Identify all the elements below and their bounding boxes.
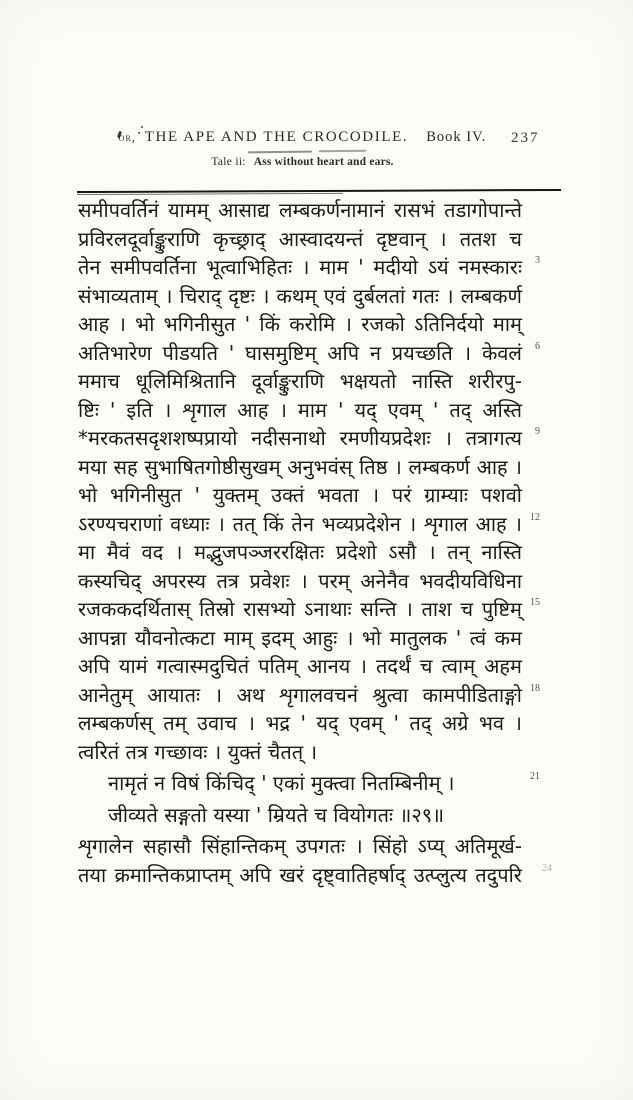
body-line-text: मया सह सुभाषितगोष्ठीसुखम् अनुभवंस् तिष्ठ । लम्बकर्ण आह । bbox=[78, 454, 522, 479]
body-line-text: तया क्रमान्तिकप्राप्तम् अपि खरं दृष्ट्वातिहर्षाद् उत्प्लुत्य तदुपरि bbox=[78, 862, 522, 887]
body-line bbox=[78, 861, 552, 890]
running-header bbox=[75, 128, 530, 146]
header-rule bbox=[77, 189, 561, 195]
line-number: 24 bbox=[542, 862, 552, 874]
body-line bbox=[78, 738, 522, 767]
scan-dash-artifact bbox=[248, 151, 312, 154]
body-line-text: आनेतुम् आयातः । अथ शृगालवचनं श्रुत्वा कामपीडिताङ्गो bbox=[78, 682, 522, 707]
body-line-text: भो भगिनीसुत ' युक्तम् उक्तं भवता । परं ग्राम्याः पशवो bbox=[78, 483, 522, 507]
body-line bbox=[78, 652, 522, 681]
line-number: 3 bbox=[535, 255, 540, 266]
body-line bbox=[78, 453, 522, 482]
body-line bbox=[78, 624, 522, 653]
line-number: 9 bbox=[535, 426, 540, 437]
body-line-text: ष्टिः ' इति । शृगाल आह । माम ' यद् एवम् ' तद् अस्ति bbox=[78, 397, 522, 422]
body-line bbox=[78, 367, 522, 396]
body-line bbox=[78, 253, 540, 282]
line-number: 21 bbox=[530, 771, 540, 782]
body-line-text: तेन समीपवर्तिना भूत्वाभिहितः । माम ' मदीयो ऽयं नमस्कारः bbox=[78, 255, 522, 279]
body-line bbox=[78, 510, 540, 539]
body-line-text: प्रविरलदूर्वाङ्कुराणि कृच्छ्राद् आस्वादयन्तं दृष्टवान् । ततश च bbox=[78, 226, 522, 251]
body-line-text: संभाव्यताम् । चिराद् दृष्टः । कथम् एवं दुर्बलतां गतः । लम्बकर्ण bbox=[78, 283, 522, 308]
body-line bbox=[78, 481, 522, 510]
page-number: 237 bbox=[511, 130, 540, 146]
body-line bbox=[78, 832, 522, 861]
body-line bbox=[78, 769, 540, 798]
body-line-text: आह । भो भगिनीसुत ' किं करोमि । रजको ऽतिनिर्दयो माम् bbox=[78, 312, 522, 336]
body-line-text: रजककदर्थितास् तिस्रो रासभ्यो ऽनाथाः सन्ति । ताश च पुष्टिम् bbox=[78, 597, 522, 621]
body-line bbox=[78, 396, 522, 425]
body-line bbox=[78, 595, 540, 624]
body-line-text: मा मैवं वद । मद्भुजपञ्जररक्षितः प्रदेशो ऽसौ । तन् नास्ति bbox=[78, 540, 522, 564]
body-line bbox=[78, 681, 540, 710]
line-number: 18 bbox=[530, 682, 540, 694]
scan-dash-artifact bbox=[319, 150, 366, 152]
body-line bbox=[78, 567, 522, 596]
body-line bbox=[78, 424, 540, 453]
body-line-text: त्वरितं तत्र गच्छावः । युक्तं चैतत् । bbox=[78, 739, 318, 764]
body-line bbox=[78, 310, 522, 339]
body-text bbox=[78, 196, 552, 889]
body-line bbox=[78, 282, 522, 311]
body-line-text: कस्यचिद् अपरस्य तत्र प्रवेशः । परम् अनेनैव भवदीयविधिना bbox=[78, 568, 522, 593]
body-line-text: नामृतं न विषं किंचिद् ' एकां मुक्त्वा नितम्बिनीम् । bbox=[108, 771, 455, 795]
body-line bbox=[78, 801, 522, 830]
header-book-label: Book IV. bbox=[426, 129, 487, 145]
body-line bbox=[78, 709, 522, 738]
header-rule-thin bbox=[77, 193, 343, 195]
tale-subtitle bbox=[75, 156, 530, 168]
line-number: 6 bbox=[535, 340, 540, 352]
body-line bbox=[78, 196, 522, 225]
body-line-text: ऽरण्यचराणां वध्याः । तत् किं तेन भव्यप्रदेशेन । शृगाल आह । bbox=[78, 511, 522, 536]
body-line-text: अतिभारेण पीडयति ' घासमुष्टिम् अपि न प्रयच्छति । केवलं bbox=[78, 340, 522, 365]
line-number: 12 bbox=[530, 511, 540, 523]
body-line-text: अपि यामं गत्वास्मदुचितं पतिम् आनय । तदर्थं च त्वाम् अहम bbox=[78, 654, 522, 678]
body-line-text: जीव्यते सङ्गतो यस्या ' म्रियते च वियोगतः ॥२९॥ bbox=[108, 802, 445, 827]
body-line-text: शृगालेन सहासौ सिंहान्तिकम् उपगतः । सिंहो ऽप्य् अतिमूर्ख- bbox=[78, 834, 522, 858]
body-line-text: आपन्ना यौवनोत्कटा माम् इदम् आहुः । भो मातुलक ' त्वं कम bbox=[78, 625, 522, 650]
tale-label: Tale ii: bbox=[211, 156, 246, 168]
body-line-text: लम्बकर्णस् तम् उवाच । भद्र ' यद् एवम् ' तद् अग्रे भव । bbox=[78, 711, 522, 735]
header-prefix: or, bbox=[118, 130, 136, 144]
body-line bbox=[78, 339, 540, 368]
line-number: 15 bbox=[530, 597, 540, 608]
body-line-text: समीपवर्तिनं यामम् आसाद्य लम्बकर्णनामानं रासभं तडागोपान्ते bbox=[78, 198, 522, 222]
body-line-text: ममाच धूलिमिश्रितानि दूर्वाङ्कुराणि भक्षयतो नास्ति शरीरपु- bbox=[78, 369, 522, 393]
body-line bbox=[78, 225, 522, 254]
body-line-text: *मरकतसदृशशष्पप्रायो नदीसनाथो रमणीयप्रदेशः । तत्रागत्य bbox=[78, 426, 522, 450]
header-title: THE APE AND THE CROCODILE. bbox=[144, 129, 409, 145]
tale-title: Ass without heart and ears. bbox=[253, 156, 394, 168]
body-line bbox=[78, 538, 522, 567]
